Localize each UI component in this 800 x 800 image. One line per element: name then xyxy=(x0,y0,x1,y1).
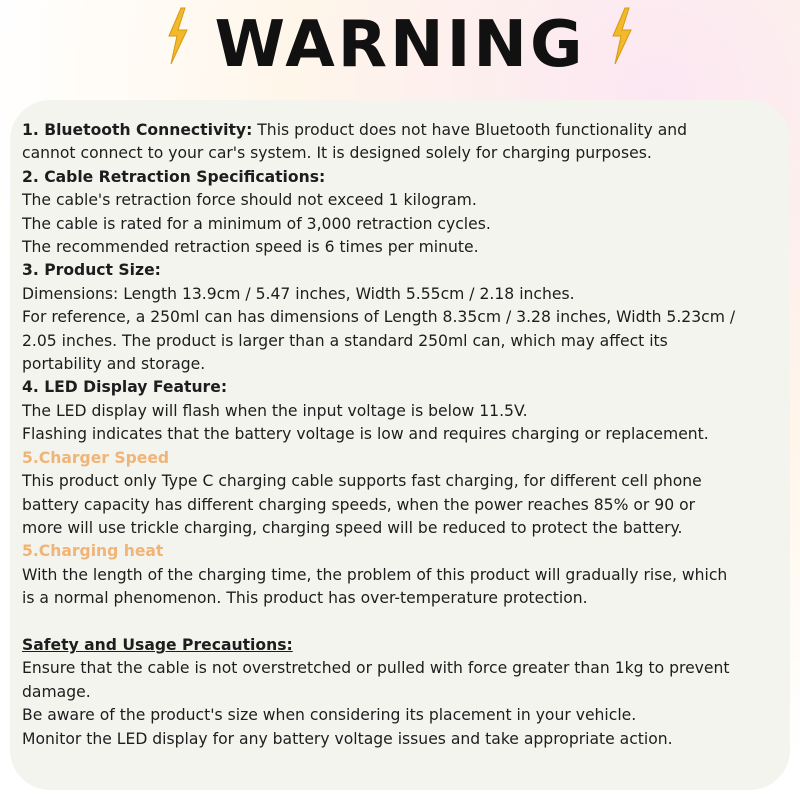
section-heading: 4. LED Display Feature: xyxy=(22,378,228,397)
section-text: The recommended retraction speed is 6 times per minute. xyxy=(22,238,479,257)
section-text: The cable's retraction force should not exceed 1 kilogram. xyxy=(22,191,477,210)
section-text: For reference, a 250ml can has dimensions of Length 8.35cm / 3.28 inches, Width 5.23cm / xyxy=(22,308,736,327)
safety-text: Ensure that the cable is not overstretched or pulled with force greater than 1kg to prevent xyxy=(22,659,730,678)
section-text: cannot connect to your car's system. It is designed solely for charging purposes. xyxy=(22,144,652,163)
section-text: portability and storage. xyxy=(22,355,206,374)
warning-content xyxy=(22,119,782,751)
lightning-bolt-icon xyxy=(606,6,636,66)
section-text: 2.05 inches. The product is larger than a standard 250ml can, which may affect its xyxy=(22,331,668,350)
section-text: With the length of the charging time, the problem of this product will gradually rise, which xyxy=(22,565,728,584)
section-text: The cable is rated for a minimum of 3,000 retraction cycles. xyxy=(22,214,491,233)
section-heading: 1. Bluetooth Connectivity: xyxy=(22,121,253,139)
header xyxy=(0,0,800,100)
section-text: The LED display will flash when the input voltage is below 11.5V. xyxy=(22,401,528,420)
safety-heading: Safety and Usage Precautions: xyxy=(22,635,293,654)
spacer xyxy=(22,611,782,634)
page-title: WARNING xyxy=(214,8,586,82)
section-heading: 5.Charger Speed xyxy=(22,448,170,467)
section-text: This product does not have Bluetooth functionality and xyxy=(252,121,688,139)
section-bluetooth xyxy=(22,119,782,142)
section-text: This product only Type C charging cable supports fast charging, for different cell phone xyxy=(22,472,702,491)
safety-text: Monitor the LED display for any battery voltage issues and take appropriate action. xyxy=(22,729,673,748)
section-text: more will use trickle charging, charging speed will be reduced to protect the battery. xyxy=(22,518,683,537)
section-text: Dimensions: Length 13.9cm / 5.47 inches, Width 5.55cm / 2.18 inches. xyxy=(22,284,575,303)
section-heading: 5.Charging heat xyxy=(22,542,164,561)
safety-text: damage. xyxy=(22,682,91,701)
section-heading: 3. Product Size: xyxy=(22,261,161,280)
section-text: battery capacity has different charging speeds, when the power reaches 85% or 90 or xyxy=(22,495,696,514)
section-text: Flashing indicates that the battery voltage is low and requires charging or replacement. xyxy=(22,425,709,444)
safety-text: Be aware of the product's size when considering its placement in your vehicle. xyxy=(22,706,637,725)
section-heading: 2. Cable Retraction Specifications: xyxy=(22,167,326,186)
section-text: is a normal phenomenon. This product has over-temperature protection. xyxy=(22,589,588,608)
